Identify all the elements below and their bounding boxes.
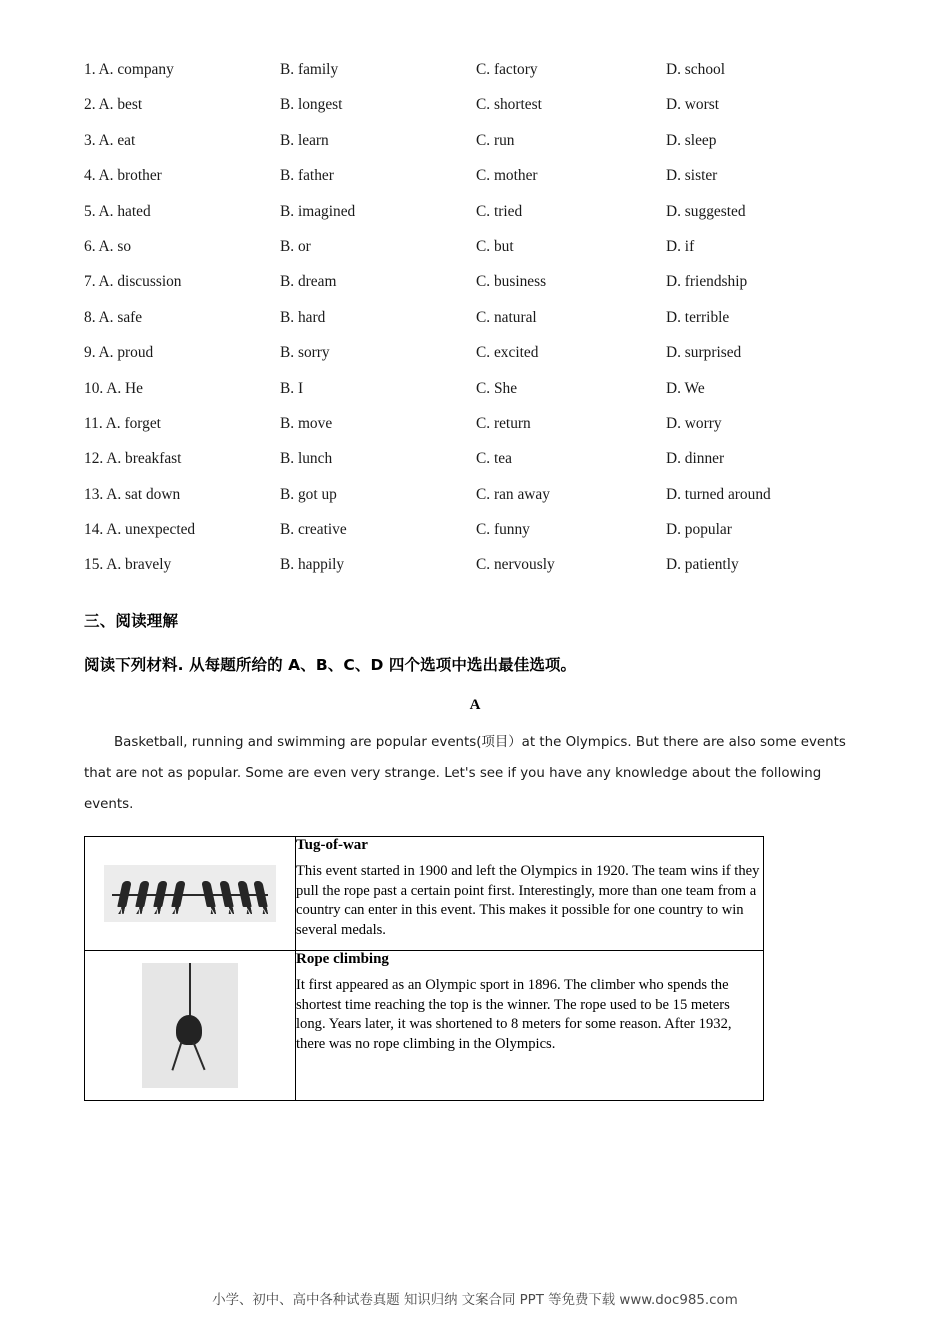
- option-b: B. creative: [280, 521, 347, 539]
- option-a: 8. A. safe: [84, 308, 143, 326]
- option-d: D. worst: [666, 96, 720, 114]
- option-a: 5. A. hated: [84, 202, 151, 220]
- event-cell: [296, 951, 764, 1101]
- option-b: B. learn: [280, 131, 329, 149]
- cloze-options-list: [84, 0, 866, 593]
- option-b: B. family: [280, 61, 339, 78]
- option-c: C. run: [476, 131, 515, 149]
- option-b: B. hard: [280, 308, 326, 326]
- option-d: D. dinner: [666, 450, 725, 468]
- option-a: 9. A. proud: [84, 344, 154, 362]
- option-d: D. terrible: [666, 308, 730, 326]
- rope-climbing-photo: [85, 951, 296, 1101]
- leg-shape: [171, 1042, 182, 1071]
- option-d: D. worry: [666, 414, 722, 432]
- option-a: 10. A. He: [84, 379, 143, 397]
- tug-of-war-photo: [85, 837, 296, 951]
- option-c: C. but: [476, 237, 514, 255]
- option-row: [84, 451, 866, 486]
- option-d: D. surprised: [666, 344, 742, 362]
- option-row: [84, 97, 866, 132]
- events-table: [84, 836, 764, 1101]
- option-a: 3. A. eat: [84, 131, 136, 149]
- option-row: [84, 133, 866, 168]
- section-heading: 三、阅读理解: [84, 611, 179, 630]
- option-b: B. happily: [280, 556, 345, 574]
- option-row: [84, 204, 866, 239]
- option-b: B. dream: [280, 273, 337, 291]
- option-c: C. business: [476, 273, 547, 291]
- option-b: B. imagined: [280, 202, 356, 220]
- option-c: C. factory: [476, 61, 538, 78]
- option-d: D. We: [666, 379, 705, 397]
- option-b: B. longest: [280, 96, 343, 114]
- option-c: C. ran away: [476, 485, 550, 503]
- option-row: [84, 557, 866, 592]
- option-d: D. if: [666, 237, 695, 255]
- option-d: D. sister: [666, 167, 718, 185]
- option-row: [84, 168, 866, 203]
- table-row: [85, 837, 764, 951]
- option-c: C. nervously: [476, 556, 555, 574]
- option-c: C. excited: [476, 344, 539, 362]
- option-a: 2. A. best: [84, 96, 143, 114]
- option-row: [84, 310, 866, 345]
- passage-label: A: [469, 696, 481, 713]
- option-b: B. move: [280, 414, 333, 432]
- option-a: 14. A. unexpected: [84, 521, 196, 539]
- option-b: B. lunch: [280, 450, 333, 468]
- option-d: D. patiently: [666, 556, 739, 574]
- event-title: Tug-of-war: [296, 837, 368, 854]
- option-a: 12. A. breakfast: [84, 450, 182, 468]
- table-row: [85, 951, 764, 1101]
- option-c: C. mother: [476, 167, 538, 185]
- option-a: 11. A. forget: [84, 414, 161, 432]
- option-row: [84, 522, 866, 557]
- option-a: 15. A. bravely: [84, 556, 172, 574]
- option-a: 6. A. so: [84, 237, 132, 255]
- leg-shape: [192, 1042, 205, 1071]
- rope-climbing-illustration: [142, 963, 238, 1088]
- option-a: 4. A. brother: [84, 167, 162, 185]
- option-b: B. father: [280, 167, 334, 185]
- option-c: C. tried: [476, 202, 523, 220]
- option-row: [84, 274, 866, 309]
- event-cell: [296, 837, 764, 951]
- option-d: D. school: [666, 61, 725, 78]
- option-row: [84, 345, 866, 380]
- option-c: C. return: [476, 414, 531, 432]
- option-b: B. I: [280, 379, 304, 397]
- option-a: 13. A. sat down: [84, 485, 181, 503]
- option-b: B. got up: [280, 485, 337, 503]
- option-c: C. funny: [476, 521, 530, 539]
- option-b: B. sorry: [280, 344, 330, 362]
- option-row: [84, 416, 866, 451]
- passage-text: Basketball, running and swimming are popular events(项目）at the Olympics. But there are also some events that are not as popular. Some are even very strange. Let's see if you have any knowledge about the following events.: [84, 734, 846, 812]
- option-c: C. She: [476, 379, 518, 397]
- option-c: C. natural: [476, 308, 537, 326]
- option-d: D. suggested: [666, 202, 746, 220]
- footer-watermark: 小学、初中、高中各种试卷真题 知识归纳 文案合同 PPT 等免费下载 www.doc985.com: [212, 1293, 738, 1308]
- option-d: D. turned around: [666, 485, 771, 503]
- option-row: [84, 381, 866, 416]
- option-row: [84, 487, 866, 522]
- option-row: [84, 239, 866, 274]
- option-d: D. popular: [666, 521, 732, 539]
- tug-of-war-illustration: [104, 865, 276, 922]
- option-b: B. or: [280, 237, 311, 255]
- option-a: 7. A. discussion: [84, 273, 182, 291]
- option-d: D. sleep: [666, 131, 717, 149]
- option-a: 1. A. company: [84, 61, 174, 78]
- option-d: D. friendship: [666, 273, 748, 291]
- option-c: C. tea: [476, 450, 512, 468]
- event-body: This event started in 1900 and left the Olympics in 1920. The team wins if they pull the rope past a certain point first. Interestingly, more than one team from a country can enter in this event. This makes it possible for one country to win several medals.: [296, 863, 760, 938]
- option-c: C. shortest: [476, 96, 542, 114]
- option-row: [84, 62, 866, 97]
- section-instruction: 阅读下列材料. 从每题所给的 A、B、C、D 四个选项中选出最佳选项。: [84, 655, 577, 674]
- event-title: Rope climbing: [296, 951, 389, 968]
- event-body: It first appeared as an Olympic sport in 1896. The climber who spends the shortest time reaching the top is the winner. The rope used to be 15 meters long. Years later, it was shortened to 8 meters for some reason. After 1932, there was no rope climbing in the Olympics.: [296, 977, 732, 1052]
